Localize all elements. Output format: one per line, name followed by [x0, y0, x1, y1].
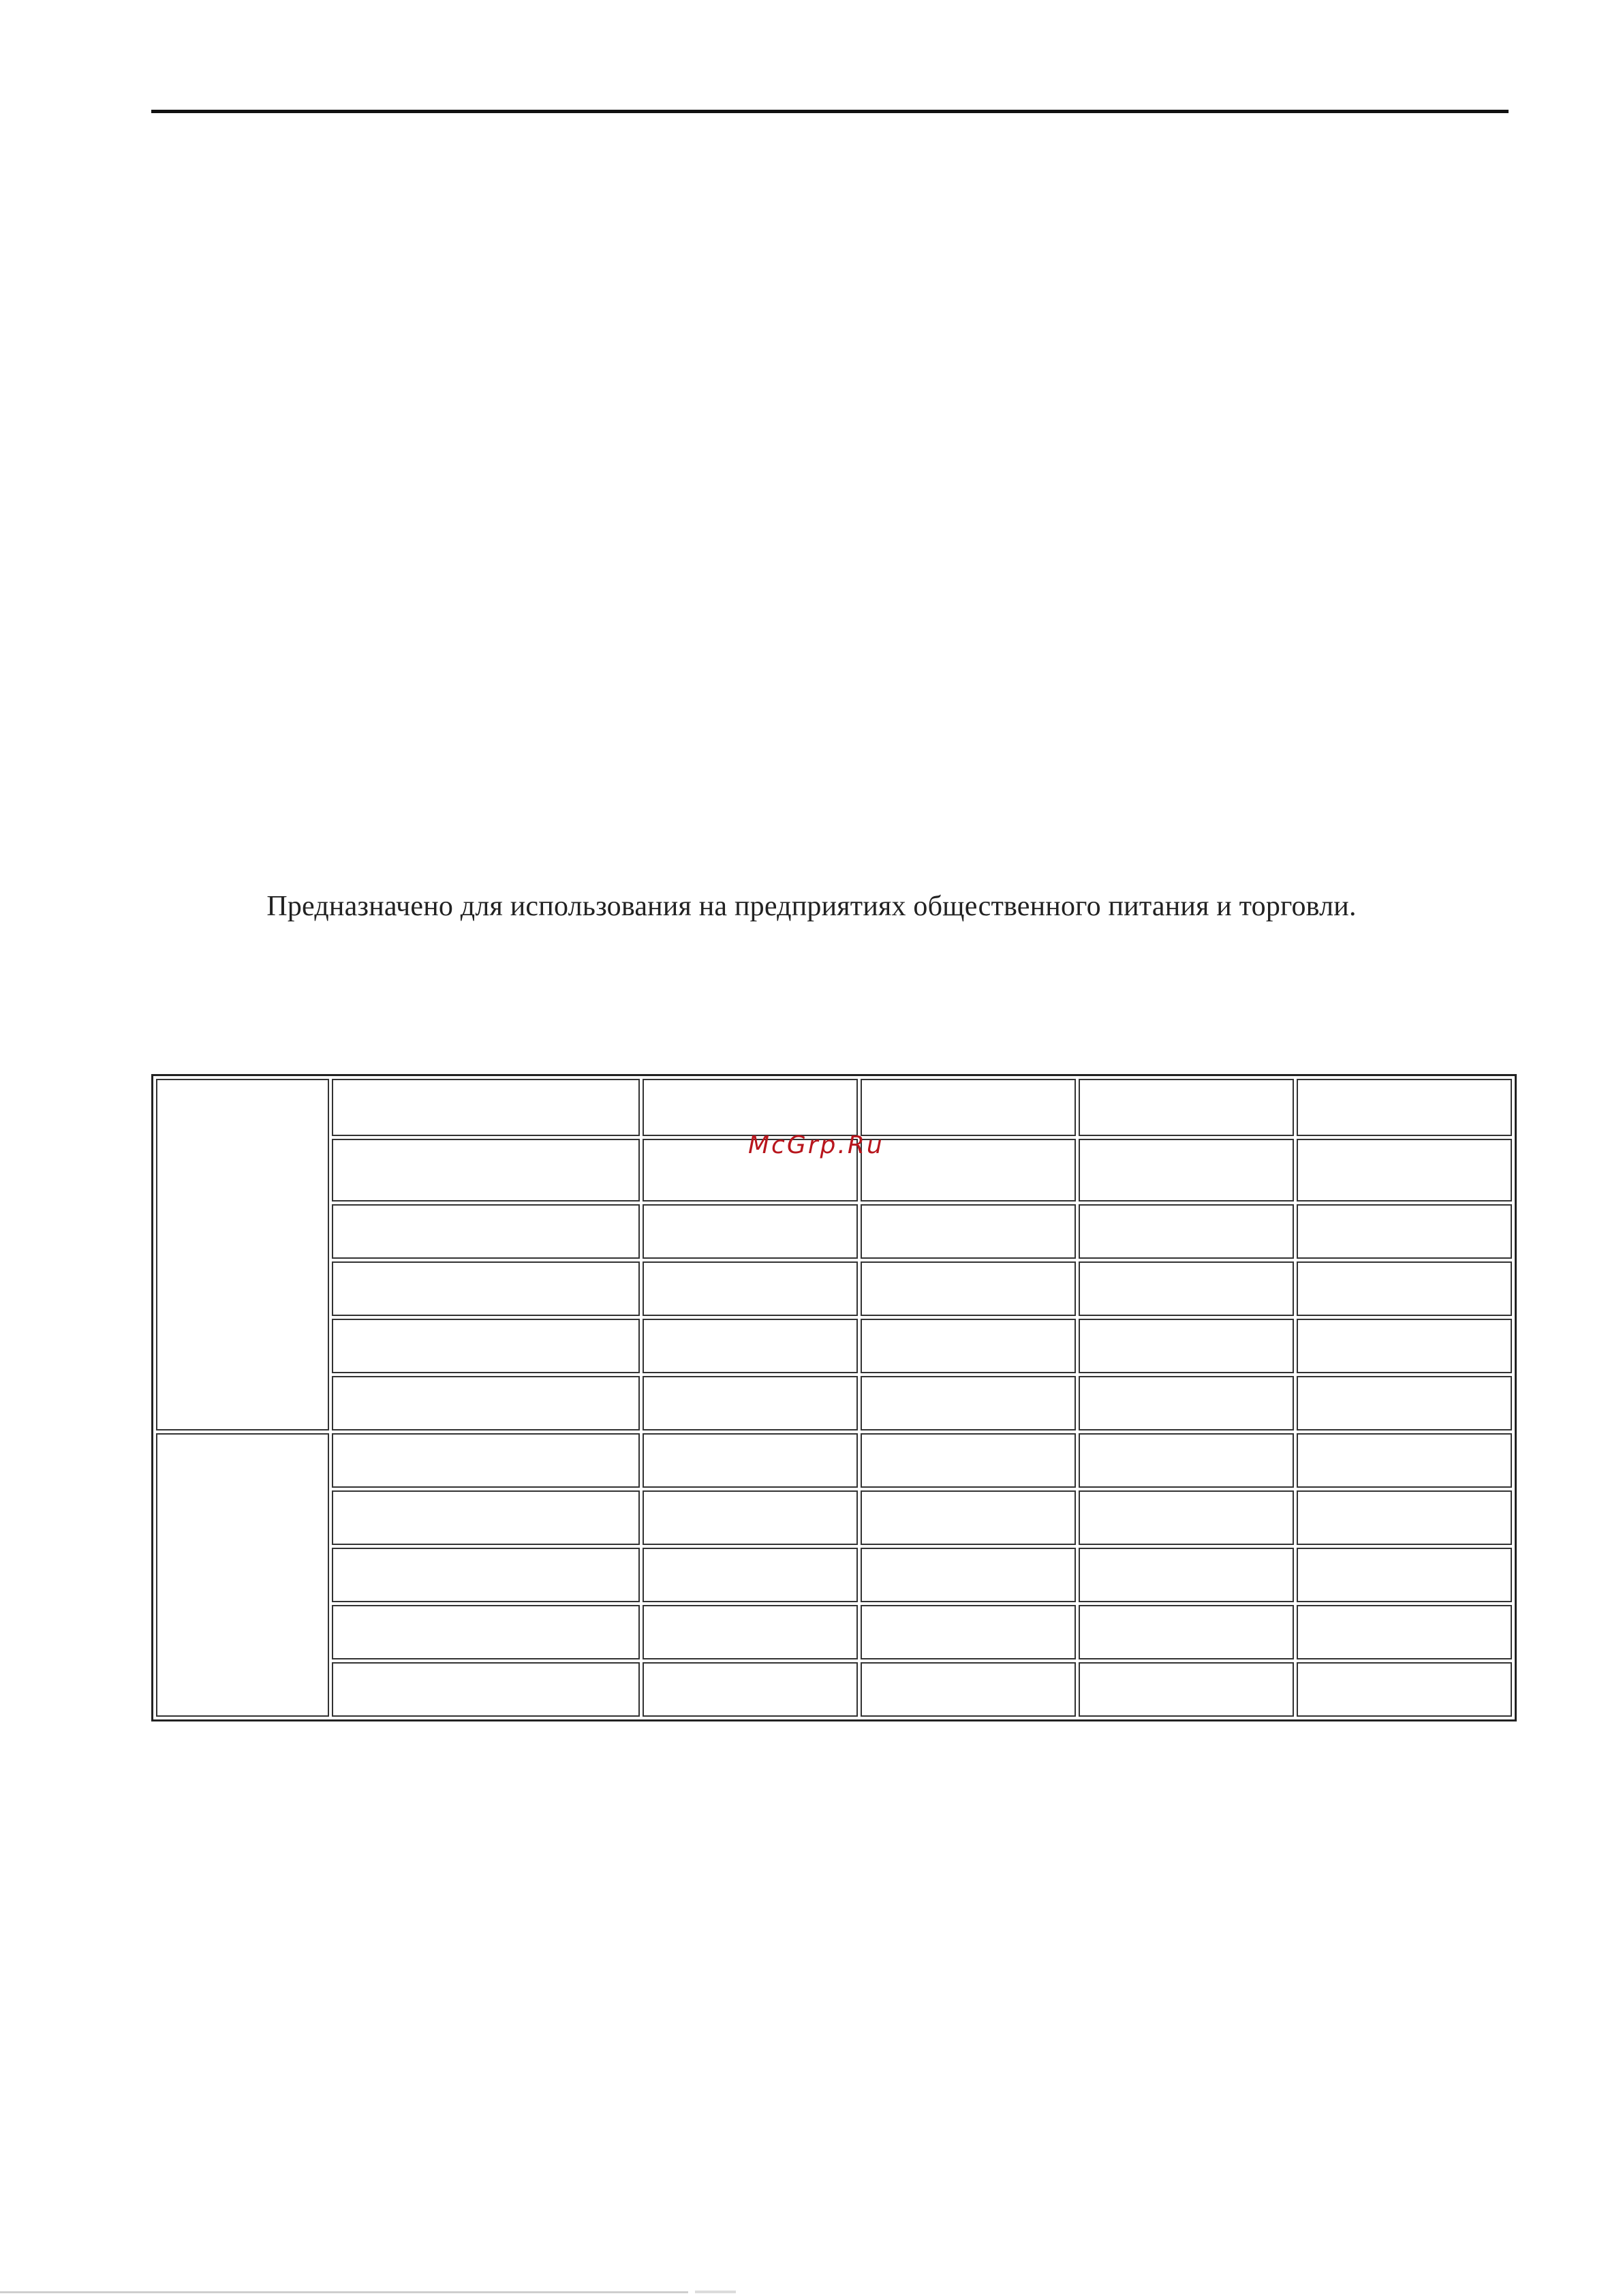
- table-cell: [1079, 1662, 1294, 1717]
- table-cell: [643, 1605, 858, 1659]
- table-cell: [643, 1662, 858, 1717]
- table-row: [156, 1204, 1512, 1259]
- table-cell: [643, 1490, 858, 1545]
- spec-table: [151, 1074, 1517, 1721]
- table-cell: [1297, 1433, 1512, 1488]
- table-cell: [332, 1139, 640, 1201]
- table-cell: [643, 1433, 858, 1488]
- table-cell: [1079, 1079, 1294, 1136]
- table-cell: [861, 1139, 1076, 1201]
- table-cell: [1297, 1662, 1512, 1717]
- table-row: [156, 1548, 1512, 1602]
- table-cell: [1297, 1139, 1512, 1201]
- table-cell: [332, 1605, 640, 1659]
- table-row: [156, 1261, 1512, 1316]
- table-row: [156, 1376, 1512, 1430]
- table-row: [156, 1605, 1512, 1659]
- table-cell: [1079, 1548, 1294, 1602]
- table-cell: [861, 1079, 1076, 1136]
- table-row: [156, 1433, 1512, 1488]
- table-cell: [861, 1204, 1076, 1259]
- table-cell: [332, 1548, 640, 1602]
- table-cell: [1297, 1376, 1512, 1430]
- table-cell: [1297, 1490, 1512, 1545]
- table-cell: [332, 1204, 640, 1259]
- table-cell: [1079, 1139, 1294, 1201]
- table-cell: [861, 1261, 1076, 1316]
- table-group-cell: [156, 1433, 329, 1717]
- watermark: McGrp.Ru: [748, 1131, 884, 1159]
- table-cell: [1297, 1605, 1512, 1659]
- table-row: [156, 1662, 1512, 1717]
- table-cell: [1297, 1319, 1512, 1373]
- table-cell: [1079, 1204, 1294, 1259]
- intro-paragraph: Предназначено для использования на предприятиях общественного питания и торговли.: [266, 891, 1357, 922]
- table-cell: [643, 1319, 858, 1373]
- table-cell: [861, 1605, 1076, 1659]
- table-cell: [332, 1490, 640, 1545]
- table-cell: [332, 1261, 640, 1316]
- table-cell: [1297, 1079, 1512, 1136]
- table-cell: [1079, 1319, 1294, 1373]
- table-cell: [1079, 1605, 1294, 1659]
- table-cell: [332, 1319, 640, 1373]
- table-cell: [861, 1490, 1076, 1545]
- table-cell: [861, 1548, 1076, 1602]
- table-row: [156, 1319, 1512, 1373]
- table-cell: [643, 1376, 858, 1430]
- table-cell: [643, 1079, 858, 1136]
- table-row: [156, 1490, 1512, 1545]
- table-cell: [861, 1662, 1076, 1717]
- table-cell: [332, 1433, 640, 1488]
- footer-mark: [695, 2291, 736, 2293]
- table-group-cell: [156, 1079, 329, 1430]
- table-cell: [332, 1079, 640, 1136]
- table-cell: [643, 1548, 858, 1602]
- table-cell: [1079, 1433, 1294, 1488]
- table-cell: [643, 1261, 858, 1316]
- table-cell: [1079, 1261, 1294, 1316]
- table-cell: [643, 1204, 858, 1259]
- table-cell: [861, 1376, 1076, 1430]
- table-row: [156, 1079, 1512, 1136]
- footer-rule: [0, 2291, 688, 2293]
- table-cell: [1297, 1204, 1512, 1259]
- table-cell: [1079, 1376, 1294, 1430]
- table-cell: [1297, 1261, 1512, 1316]
- header-rule: [151, 110, 1509, 113]
- table-cell: [861, 1319, 1076, 1373]
- table-cell: [332, 1376, 640, 1430]
- table-cell: [1297, 1548, 1512, 1602]
- table-cell: [1079, 1490, 1294, 1545]
- table-cell: [861, 1433, 1076, 1488]
- table-cell: [332, 1662, 640, 1717]
